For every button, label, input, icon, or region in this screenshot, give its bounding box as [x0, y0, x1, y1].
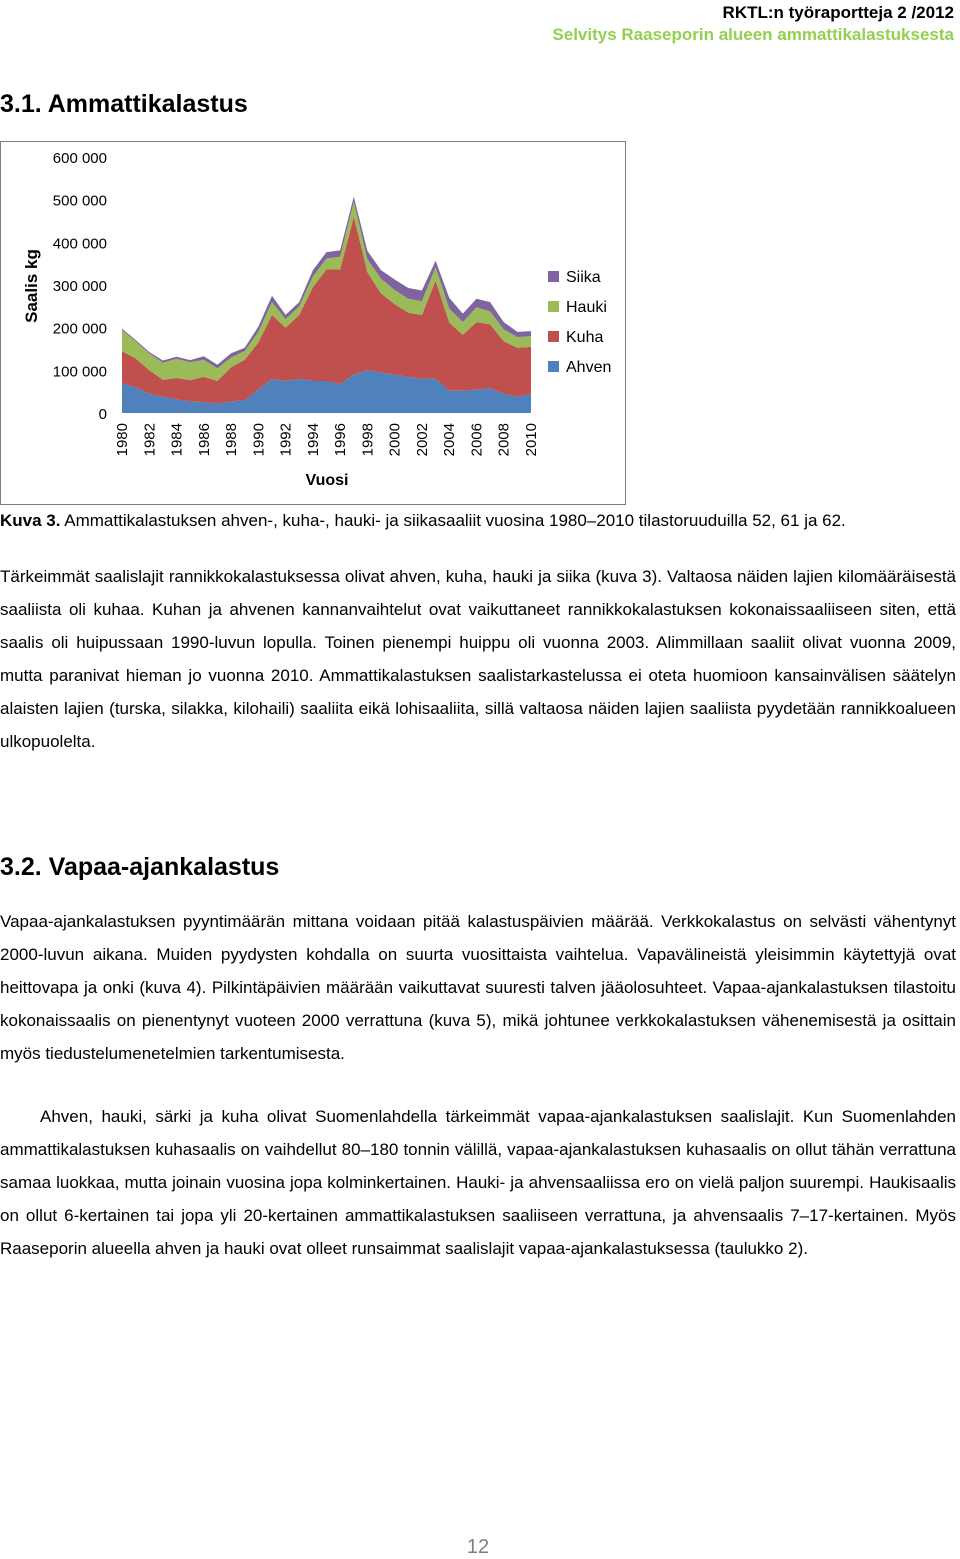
- figure-caption: [0, 508, 956, 534]
- report-title-label: Selvitys Raaseporin alueen ammattikalastuksesta: [552, 25, 954, 44]
- y-tick-label: 100 000: [52, 363, 107, 381]
- section-heading-vapaa-ajankalastus: 3.2. Vapaa-ajankalastus: [0, 853, 280, 881]
- x-tick-label: 1994: [304, 423, 322, 457]
- legend-label-kuha: Kuha: [566, 329, 604, 346]
- legend-swatch-kuha: [548, 331, 559, 342]
- caption-text: Ammattikalastuksen ahven-, kuha-, hauki- ja siikasaaliit vuosina 1980–2010 tilastoruuduilla 52, 61 ja 62.: [60, 511, 846, 530]
- legend-swatch-siika: [548, 271, 559, 282]
- section-heading-ammattikalastus: 3.1. Ammattikalastus: [0, 90, 248, 118]
- page-number: 12: [466, 1536, 490, 1558]
- report-series-label: RKTL:n työraportteja 2 /2012: [722, 3, 954, 22]
- y-tick-label: 0: [98, 406, 107, 423]
- x-tick-label: 2004: [441, 423, 459, 457]
- y-tick-label: 300 000: [52, 278, 107, 295]
- x-axis-label: Vuosi: [305, 472, 349, 489]
- paragraph-commercial-fishing: Tärkeimmät saalislajit rannikkokalastuksessa olivat ahven, kuha, hauki ja siika (kuva 3). Valtaosa näiden lajien kilomääräisestä saaliista oli kuhaa. Kuhan ja ahvenen kannanvaihtelut ovat vaikuttaneet rannikkokalastuksen kokonaissaaliiseen siten, että saalis oli huipussaan 1990-luvun lopulla. Toinen pienempi huippu oli vuonna 2003. Alimmillaan saaliit olivat vuonna 2009, mutta paranivat hieman jo vuonna 2010. Ammattikalastuksen saalistarkastelussa ei oteta huomioon kansainvälisen säätelyn alaisten lajien (turska, silakka, kilohaili) saaliita eikä lohisaaliita, sillä valtaosa näiden lajien saaliista pyydetään rannikkoalueen ulkopuolelta.: [0, 567, 956, 751]
- y-axis-label: Saalis kg: [22, 249, 41, 323]
- x-tick-label: 1988: [223, 423, 241, 457]
- x-tick-label: 1996: [332, 423, 350, 457]
- y-axis-ticks: [53, 150, 107, 423]
- stacked-areas: [122, 197, 531, 413]
- x-tick-label: 2000: [386, 423, 404, 457]
- x-tick-label: 2006: [468, 423, 486, 457]
- x-tick-label: 2010: [523, 423, 540, 457]
- x-tick-label: 1984: [168, 423, 186, 457]
- paragraph-recreational-effort: Vapaa-ajankalastuksen pyyntimäärän mittana voidaan pitää kalastuspäivien määrää. Verkkokalastus on selvästi vähentynyt 2000-luvun aikana. Muiden pyydysten kohdalla on suurta vuosittaista vaihtelua. Vapavälineistä yleisimmin käytettyjä ovat heittovapa ja onki (kuva 4). Pilkintäpäivien määrään vaikuttavat suuresti talven jääolosuhteet. Vapaa-ajankalastuksen tilastoitu kokonaissaalis on pienentynyt vuoteen 2000 verrattuna (kuva 5), mikä johtunee verkkokalastuksen vähenemisestä ja osittain myös tiedustelumenetelmien tarkentumisesta.: [0, 912, 956, 1063]
- caption-label: Kuva 3.: [0, 511, 61, 530]
- x-tick-label: 1998: [359, 423, 377, 457]
- y-tick-label: 500 000: [52, 192, 107, 210]
- legend-label-hauki: Hauki: [566, 299, 607, 316]
- legend-swatch-ahven: [548, 361, 559, 372]
- paragraph-recreational-species: Ahven, hauki, särki ja kuha olivat Suomenlahdella tärkeimmät vapaa-ajankalastuksen saalislajit. Kun Suomenlahden ammattikalastuksen kuhasaalis on vaihdellut 80–180 tonnin välillä, vapaa-ajankalastuksen kuhasaalis on ollut tähän verrattuna samaa luokkaa, mutta joinain vuosina jopa kolminkertainen. Hauki- ja ahvensaaliissa ero on vielä paljon suurempi. Haukisaalis on ollut 6-kertainen tai jopa yli 20-kertainen ammattikalastuksen saaliiseen verrattuna, ja ahvensaalis 7–17-kertainen. Myös Raaseporin alueella ahven ja hauki ovat olleet runsaimmat saalislajit vapaa-ajankalastuksessa (taulukko 2).: [0, 1107, 956, 1258]
- chart-legend: [548, 269, 611, 376]
- x-axis-ticks: [114, 423, 540, 456]
- x-tick-label: 2002: [413, 423, 431, 457]
- x-tick-label: 1986: [195, 423, 213, 457]
- y-tick-label: 200 000: [52, 320, 107, 338]
- x-tick-label: 1992: [277, 423, 295, 457]
- y-tick-label: 600 000: [52, 150, 107, 167]
- x-tick-label: 1980: [114, 423, 131, 457]
- x-tick-label: 1982: [141, 423, 159, 457]
- catch-area-chart: [0, 141, 626, 505]
- legend-swatch-hauki: [548, 301, 559, 312]
- legend-label-siika: Siika: [566, 269, 601, 286]
- legend-label-ahven: Ahven: [566, 359, 612, 376]
- y-tick-label: 400 000: [52, 235, 107, 253]
- x-tick-label: 1990: [250, 423, 268, 457]
- x-tick-label: 2008: [495, 423, 513, 457]
